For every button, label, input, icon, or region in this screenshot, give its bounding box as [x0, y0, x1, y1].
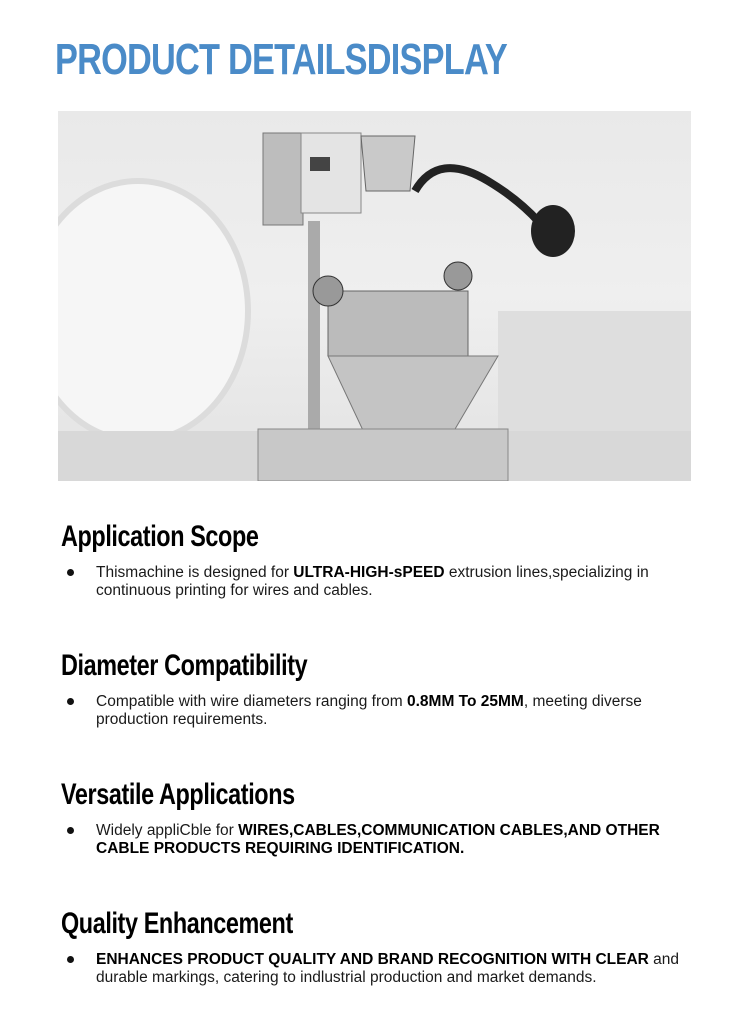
section-versatile-applications — [61, 778, 711, 858]
bullet-icon — [67, 827, 74, 834]
item-text: , meeting diverse production requirements. — [96, 693, 642, 728]
item-bold-text: ULTRA-HIGH-sPEED — [293, 564, 445, 581]
bullet-icon — [67, 698, 74, 705]
machine-illustration — [58, 111, 691, 481]
section-diameter-compatibility — [61, 649, 711, 729]
list-item — [61, 693, 711, 729]
list-item — [61, 951, 711, 987]
list-item — [61, 822, 711, 858]
section-application-scope — [61, 520, 711, 600]
bullet-icon — [67, 569, 74, 576]
item-text: Compatible with wire diameters ranging from — [96, 693, 407, 710]
section-heading: Versatile Applications — [61, 778, 295, 811]
section-heading: Diameter Compatibility — [61, 649, 308, 682]
section-heading: Quality Enhancement — [61, 907, 293, 940]
list-item — [61, 564, 711, 600]
bullet-icon — [67, 956, 74, 963]
item-bold-text: WIRES,CABLES,COMMUNICATION CABLES,AND OTHER CABLE PRODUCTS REQUIRING IDENTIFICATION. — [96, 822, 660, 857]
item-text: extrusion lines,specializing in continuous printing for wires and cables. — [96, 564, 649, 599]
page-title: PRODUCT DETAILSDISPLAY — [55, 35, 507, 84]
item-text: Thismachine is designed for — [96, 564, 294, 581]
item-bold-text: ENHANCES PRODUCT QUALITY AND BRAND RECOGNITION WITH CLEAR — [96, 951, 649, 968]
product-photo — [58, 111, 691, 481]
section-heading: Application Scope — [61, 520, 259, 553]
item-text: and durable markings, catering to indlustrial production and market demands. — [96, 951, 680, 986]
item-bold-text: 0.8MM To 25MM — [406, 693, 524, 710]
section-quality-enhancement — [61, 907, 711, 987]
item-text: Widely appliCble for — [96, 822, 239, 839]
